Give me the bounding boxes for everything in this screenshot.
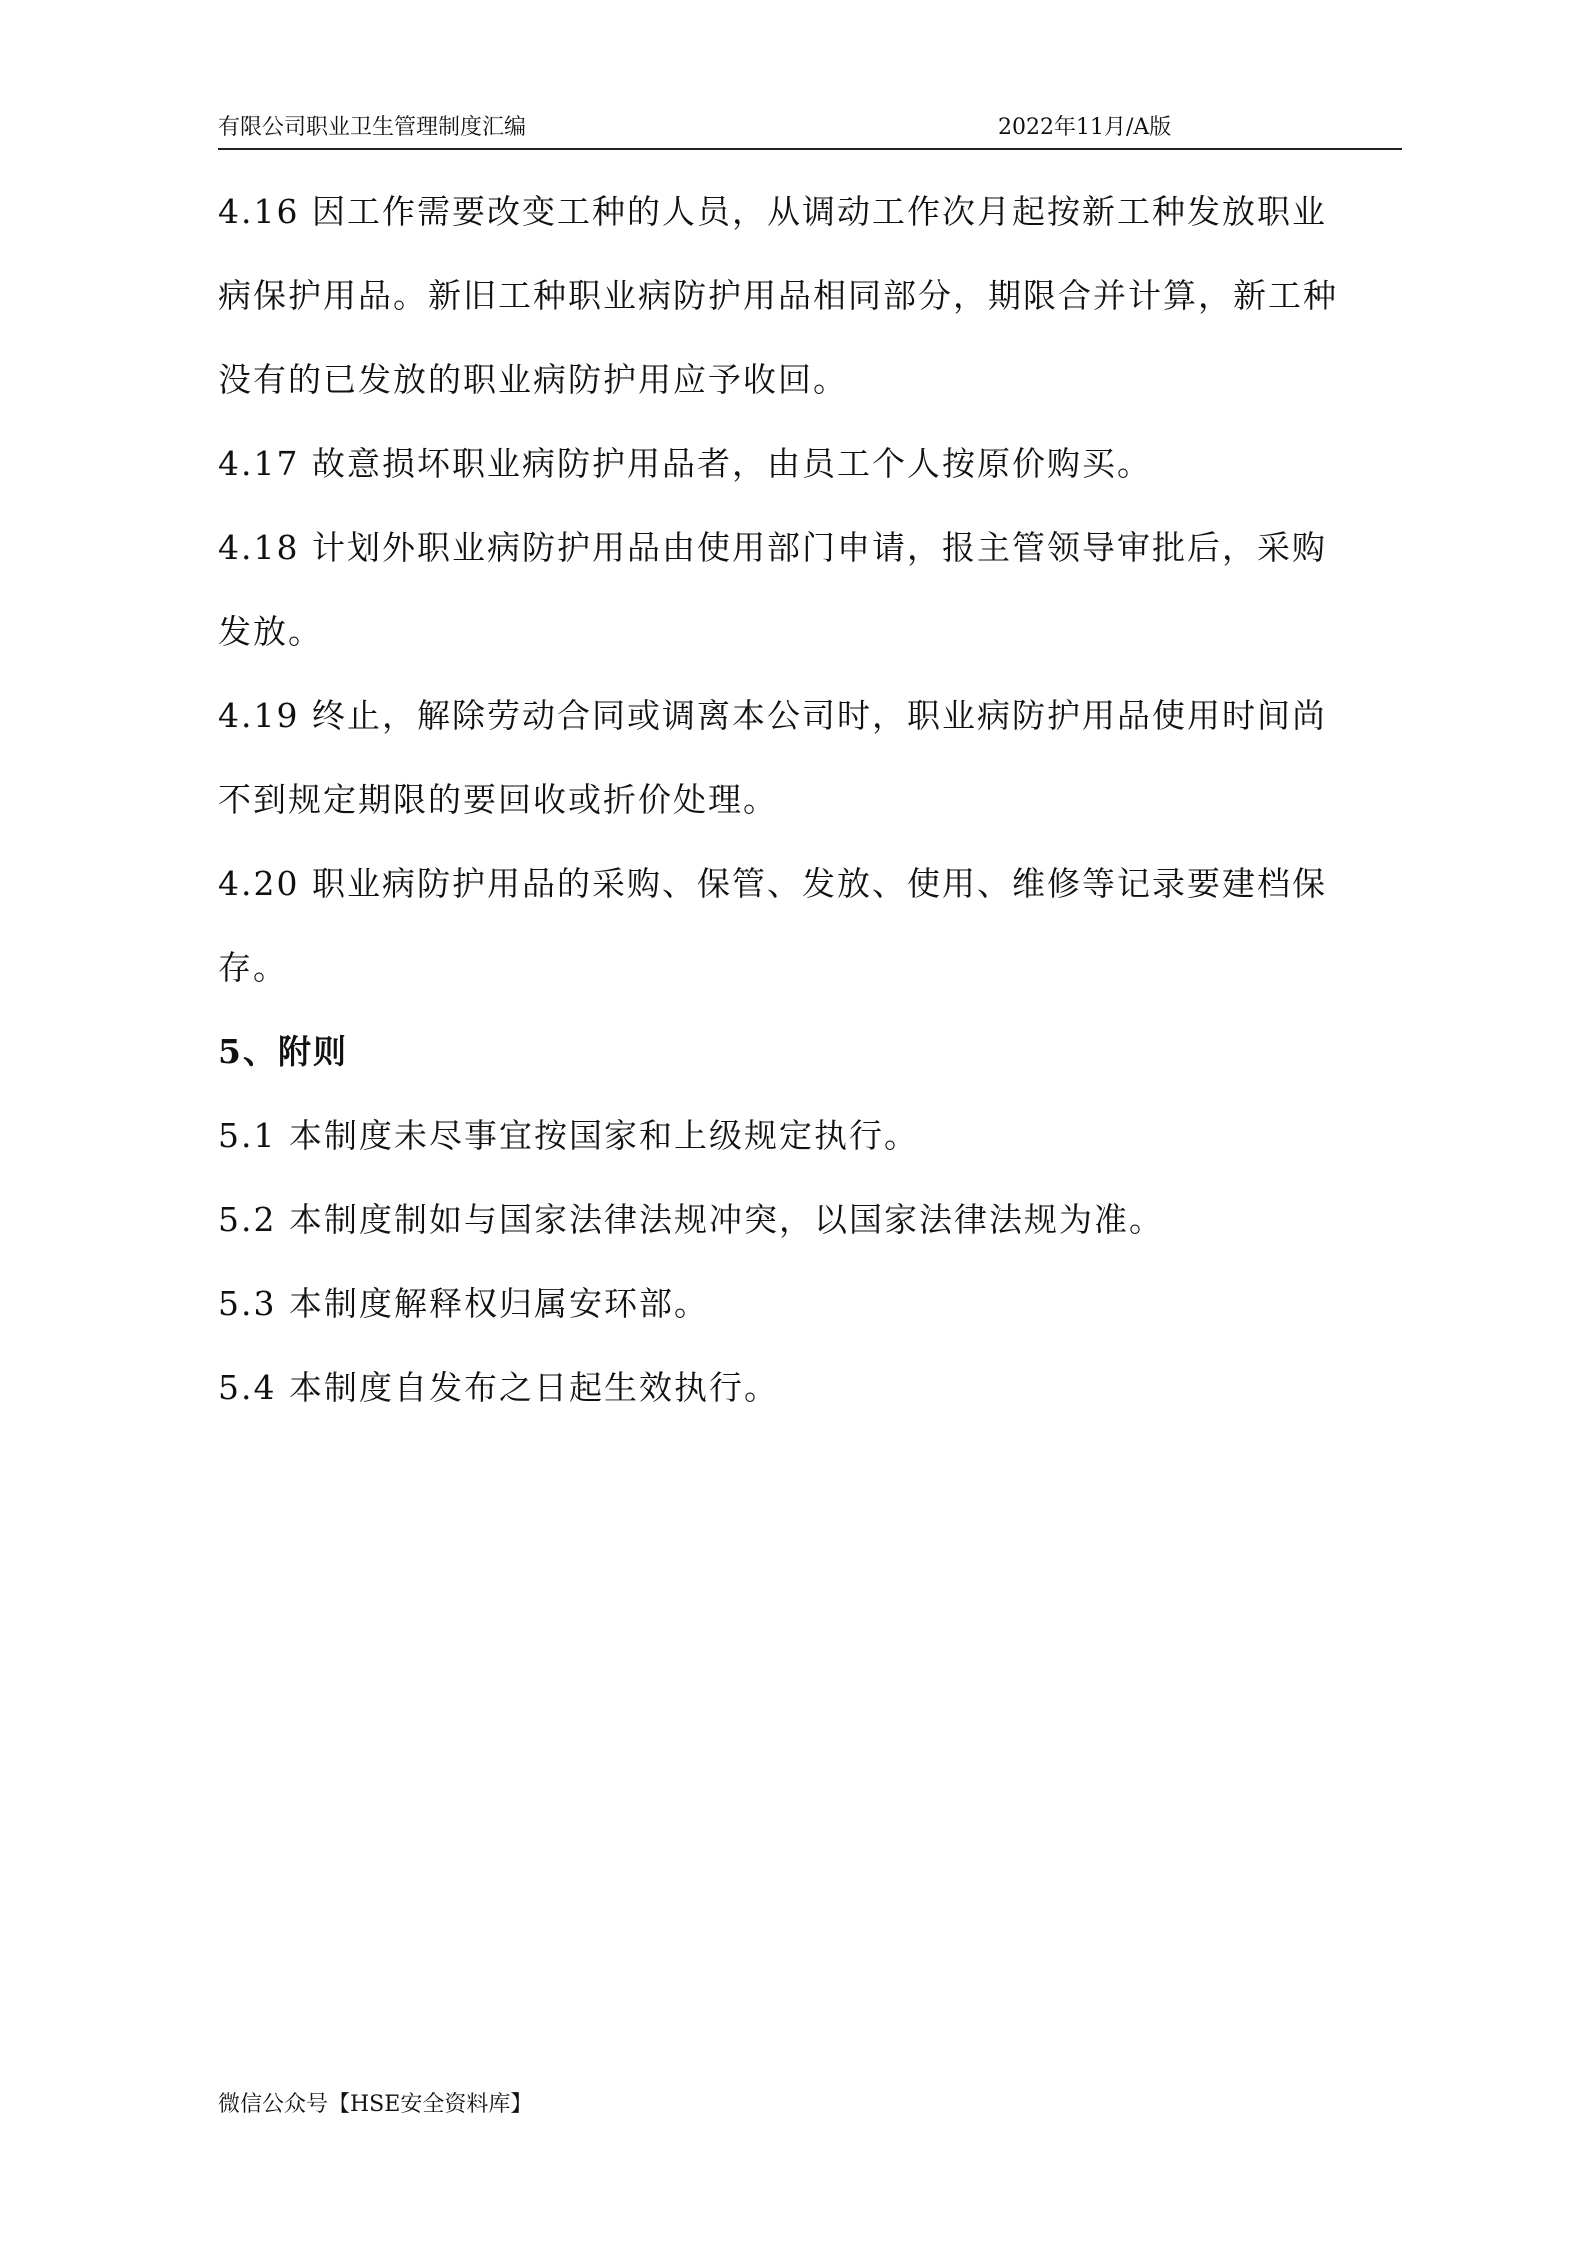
body-line: 存。 — [218, 948, 288, 987]
body-line: 4.17 故意损坏职业病防护用品者，由员工个人按原价购买。 — [218, 444, 1152, 483]
body-line: 没有的已发放的职业病防护用应予收回。 — [218, 360, 848, 399]
body-line: 5.4 本制度自发布之日起生效执行。 — [218, 1368, 779, 1407]
body-line: 5.3 本制度解释权归属安环部。 — [218, 1284, 709, 1323]
header-document-title: 有限公司职业卫生管理制度汇编 — [218, 115, 527, 140]
document-body — [218, 170, 1402, 1430]
page-footer: 微信公众号【HSE安全资料库】 — [218, 2092, 533, 2117]
body-line: 病保护用品。新旧工种职业病防护用品相同部分，期限合并计算，新工种 — [218, 276, 1338, 315]
body-line: 5.2 本制度制如与国家法律法规冲突，以国家法律法规为准。 — [218, 1200, 1164, 1239]
body-line: 4.20 职业病防护用品的采购、保管、发放、使用、维修等记录要建档保 — [218, 864, 1327, 903]
section-heading: 5、附则 — [218, 1032, 348, 1071]
body-line: 4.18 计划外职业病防护用品由使用部门申请，报主管领导审批后，采购 — [218, 528, 1327, 567]
body-line: 不到规定期限的要回收或折价处理。 — [218, 780, 778, 819]
header-version: 2022年11月/A版 — [998, 115, 1172, 140]
body-line: 发放。 — [218, 612, 323, 651]
body-line: 5.1 本制度未尽事宜按国家和上级规定执行。 — [218, 1116, 919, 1155]
body-line: 4.16 因工作需要改变工种的人员，从调动工作次月起按新工种发放职业 — [218, 192, 1327, 231]
page-header — [218, 112, 1402, 150]
body-line: 4.19 终止，解除劳动合同或调离本公司时，职业病防护用品使用时间尚 — [218, 696, 1327, 735]
